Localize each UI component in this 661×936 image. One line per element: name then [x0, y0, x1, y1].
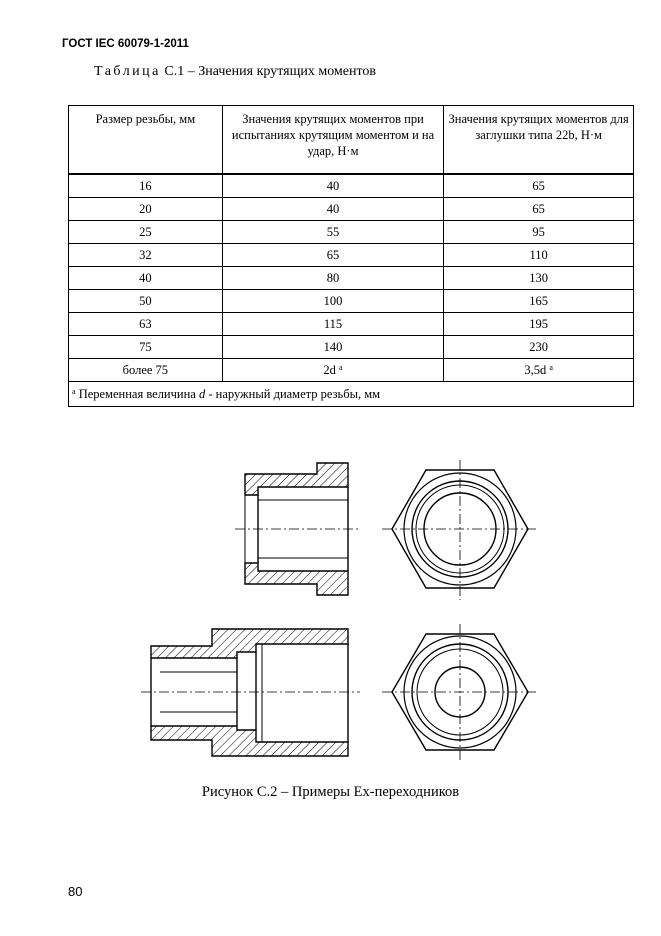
cell-plug-torque: 65 — [444, 174, 634, 198]
torque-table — [68, 105, 634, 407]
value-3-5d: 3,5d — [524, 362, 547, 377]
header-test-torque: Значения крутящих моментов при испытаниях крутящим моментом и на удар, Н·м — [222, 106, 444, 175]
cell-plug-torque — [444, 359, 634, 382]
table-caption-title: – Значения крутящих моментов — [187, 64, 377, 79]
cell-thread-size: 63 — [69, 313, 223, 336]
cell-plug-torque: 165 — [444, 290, 634, 313]
table-caption-number: С.1 — [164, 64, 185, 79]
footnote-mark: a — [339, 362, 343, 372]
table-caption — [94, 64, 376, 80]
table-row — [69, 290, 634, 313]
footnote-variable: d — [198, 386, 206, 401]
cell-thread-size: 50 — [69, 290, 223, 313]
cell-plug-torque: 195 — [444, 313, 634, 336]
cell-thread-size: 75 — [69, 336, 223, 359]
table-footnote — [69, 382, 634, 407]
cell-thread-size: 25 — [69, 221, 223, 244]
cell-plug-torque: 95 — [444, 221, 634, 244]
adapter-drawings — [0, 450, 661, 770]
adapter-1-section-view — [235, 463, 360, 595]
cell-thread-size: 32 — [69, 244, 223, 267]
cell-thread-size: более 75 — [69, 359, 223, 382]
cell-test-torque: 40 — [222, 174, 444, 198]
footnote-mark: a — [549, 362, 553, 372]
table-footnote-row — [69, 382, 634, 407]
header-thread-size: Размер резьбы, мм — [69, 106, 223, 175]
footnote-text-before: Переменная величина — [78, 386, 199, 401]
table-header-row — [69, 106, 634, 175]
footnote-mark: a — [72, 386, 76, 396]
cell-thread-size: 20 — [69, 198, 223, 221]
document-header: ГОСТ IEC 60079-1-2011 — [62, 38, 189, 50]
cell-plug-torque: 230 — [444, 336, 634, 359]
footnote-text-after: - наружный диаметр резьбы, мм — [205, 386, 381, 401]
cell-test-torque: 40 — [222, 198, 444, 221]
cell-test-torque — [222, 359, 444, 382]
cell-test-torque: 100 — [222, 290, 444, 313]
table-row — [69, 336, 634, 359]
cell-test-torque: 140 — [222, 336, 444, 359]
table-row — [69, 267, 634, 290]
cell-thread-size: 40 — [69, 267, 223, 290]
cell-test-torque: 115 — [222, 313, 444, 336]
table-row — [69, 198, 634, 221]
cell-thread-size: 16 — [69, 174, 223, 198]
cell-plug-torque: 110 — [444, 244, 634, 267]
figure-caption: Рисунок С.2 – Примеры Ех-переходников — [201, 784, 460, 800]
cell-test-torque: 55 — [222, 221, 444, 244]
cell-plug-torque: 65 — [444, 198, 634, 221]
cell-test-torque: 65 — [222, 244, 444, 267]
adapter-2-end-view — [382, 624, 538, 762]
adapter-1-end-view — [382, 460, 538, 600]
page-number: 80 — [68, 884, 83, 899]
table-caption-label: Таблица — [94, 64, 161, 79]
table-row — [69, 174, 634, 198]
table-row — [69, 244, 634, 267]
adapter-2-section-view — [141, 629, 360, 756]
table-row — [69, 221, 634, 244]
value-2d: 2d — [323, 362, 336, 377]
table-row-over-75 — [69, 359, 634, 382]
cell-test-torque: 80 — [222, 267, 444, 290]
table-row — [69, 313, 634, 336]
cell-plug-torque: 130 — [444, 267, 634, 290]
header-plug-torque: Значения крутящих моментов для заглушки типа 22b, Н·м — [444, 106, 634, 175]
